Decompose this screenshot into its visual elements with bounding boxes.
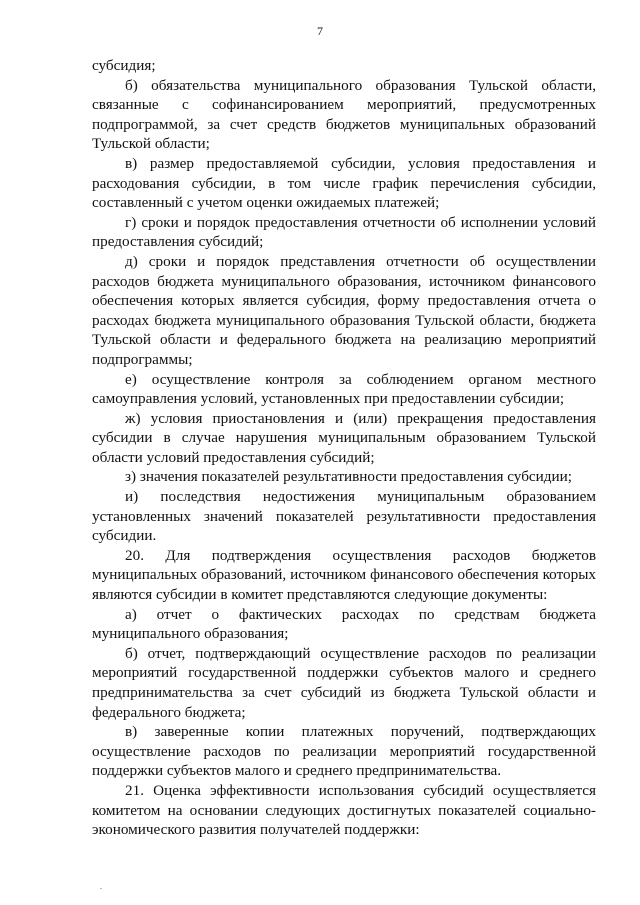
paragraph-item-b-obligations: б) обязательства муниципального образования Тульской области, связанные с софинансированием мероприятий, предусмотренных подпрограммой, за счет средств бюджетов муниципальных образований Тульской области; (92, 76, 596, 153)
page-number: 7 (317, 24, 323, 38)
paragraph-item-d-reporting-expenses: д) сроки и порядок представления отчетности об осуществлении расходов бюджета муниципального образования, источником финансового обеспечения которых является субсидия, форму предоставления отчета о расходах бюджета муниципального образования Тульской области, бюджета Тульской области и федерального бюджета на реализацию мероприятий подпрограммы; (92, 252, 596, 368)
paragraph-item-g-reporting: г) сроки и порядок предоставления отчетности об исполнении условий предоставления субсидий; (92, 213, 596, 251)
paragraph-subsidy-end: субсидия; (92, 57, 156, 74)
paragraph-item-zh-suspension: ж) условия приостановления и (или) прекращения предоставления субсидии в случае нарушения муниципальным образованием Тульской области условий предоставления субсидий; (92, 409, 596, 466)
paragraph-item-i-consequences: и) последствия недостижения муниципальным образованием установленных значений показателей результативности предоставления субсидии. (92, 488, 596, 545)
paragraph-section-20-item-b: б) отчет, подтверждающий осуществление расходов по реализации мероприятий государственной поддержки субъектов малого и среднего предпринимательства за счет субсидий из бюджета Тульской области и федерального бюджета; (92, 644, 596, 721)
paragraph-section-20: 20. Для подтверждения осуществления расходов бюджетов муниципальных образований, источником финансового обеспечения которых являются субсидии в комитет представляются следующие документы: (92, 546, 596, 604)
document-body (92, 56, 596, 840)
paragraph-section-21: 21. Оценка эффективности использования субсидий осуществляется комитетом на основании следующих достигнутых показателей социально-экономического развития получателей поддержки: (92, 781, 596, 839)
paragraph-section-20-item-v: в) заверенные копии платежных поручений, подтверждающих осуществление расходов по реализации мероприятий государственной поддержки субъектов малого и среднего предпринимательства. (92, 723, 596, 780)
paragraph-item-v-size: в) размер предоставляемой субсидии, условия предоставления и расходования субсидии, в том числе график перечисления субсидии, составленный с учетом оценки ожидаемых платежей; (92, 154, 596, 212)
scan-artifact-dot (100, 888, 102, 889)
paragraph-section-20-item-a: а) отчет о фактических расходах по средствам бюджета муниципального образования; (92, 605, 596, 643)
paragraph-item-e-control: е) осуществление контроля за соблюдением органом местного самоуправления условий, установленных при предоставлении субсидии; (92, 370, 596, 408)
paragraph-item-z-indicators: з) значения показателей результативности предоставления субсидии; (125, 468, 572, 486)
